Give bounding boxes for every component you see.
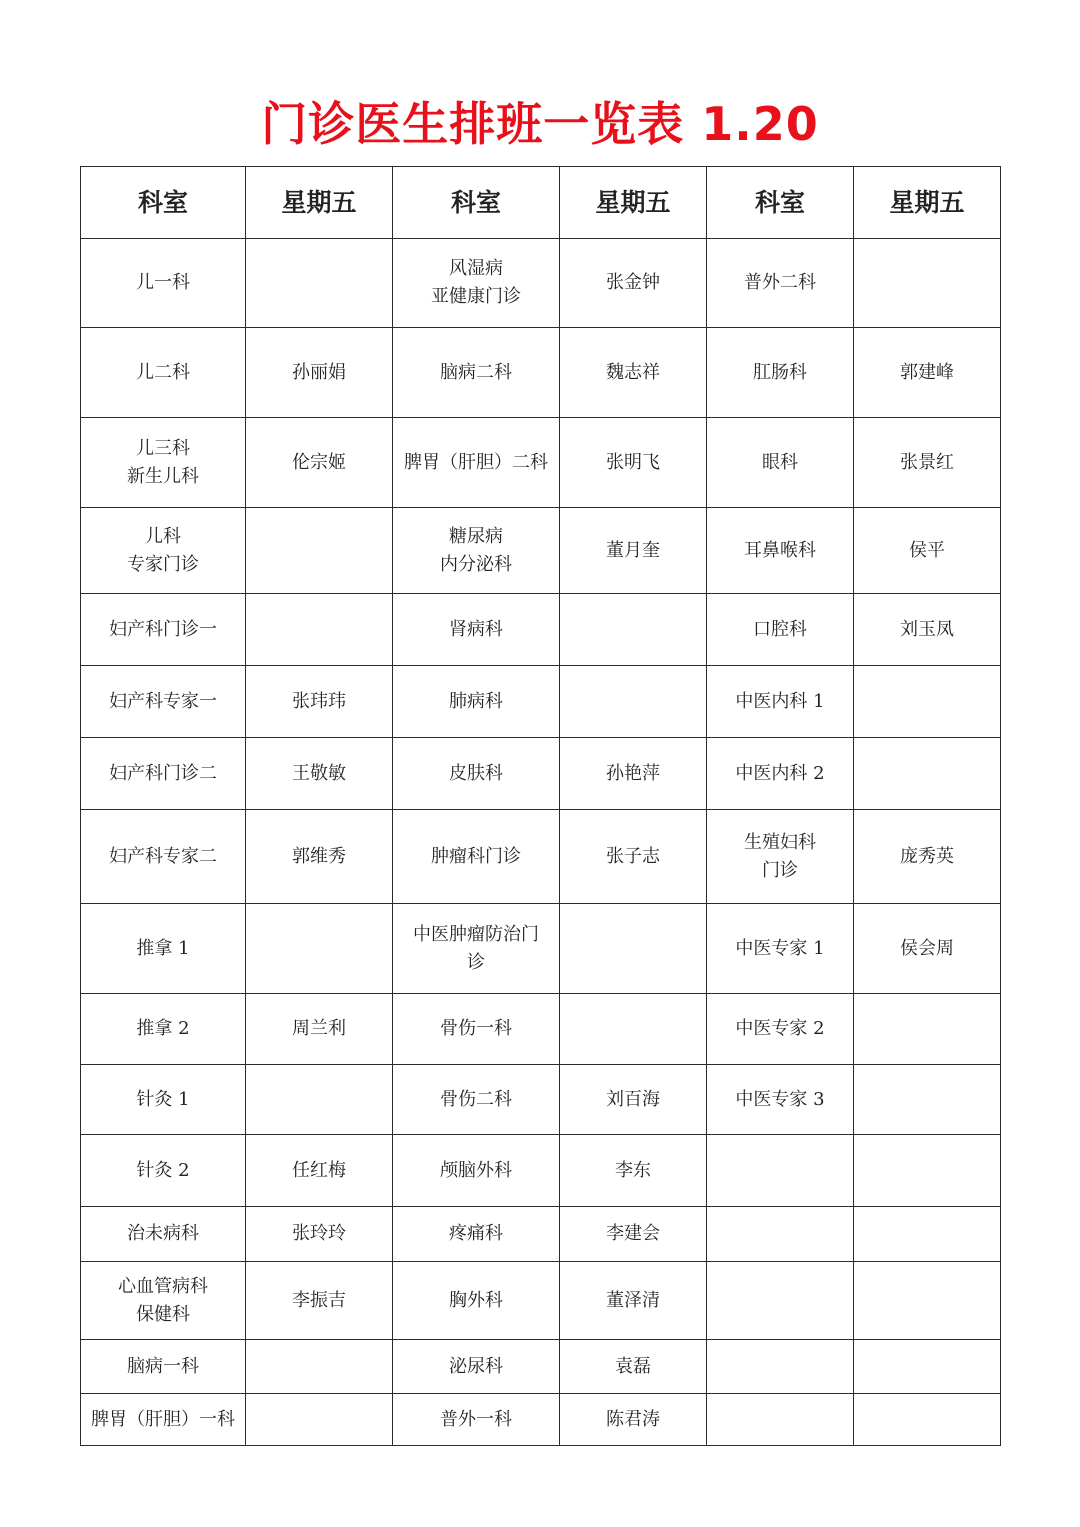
doctor-cell: 刘玉凤 (854, 594, 1001, 666)
dept-cell: 口腔科 (707, 594, 854, 666)
dept-cell: 疼痛科 (393, 1207, 560, 1262)
doctor-cell (246, 1065, 393, 1135)
dept-cell: 妇产科专家一 (81, 666, 246, 738)
doctor-cell: 董月奎 (560, 508, 707, 594)
doctor-cell: 任红梅 (246, 1135, 393, 1207)
doctor-cell: 陈君涛 (560, 1394, 707, 1446)
dept-cell: 耳鼻喉科 (707, 508, 854, 594)
doctor-cell (854, 1065, 1001, 1135)
dept-cell: 妇产科门诊二 (81, 738, 246, 810)
header-day-2: 星期五 (560, 167, 707, 239)
header-dept-3: 科室 (707, 167, 854, 239)
doctor-cell: 董泽清 (560, 1262, 707, 1340)
doctor-cell (560, 904, 707, 994)
doctor-cell (854, 1135, 1001, 1207)
dept-cell: 脾胃（肝胆）一科 (81, 1394, 246, 1446)
table-row (81, 328, 1001, 418)
dept-cell: 妇产科门诊一 (81, 594, 246, 666)
doctor-cell (560, 594, 707, 666)
dept-cell: 中医专家 2 (707, 994, 854, 1065)
doctor-cell: 李建会 (560, 1207, 707, 1262)
dept-cell: 眼科 (707, 418, 854, 508)
dept-cell: 针灸 2 (81, 1135, 246, 1207)
doctor-cell (854, 1262, 1001, 1340)
doctor-cell (246, 1394, 393, 1446)
table-row (81, 666, 1001, 738)
table-row (81, 1135, 1001, 1207)
doctor-cell: 张金钟 (560, 239, 707, 328)
dept-cell: 普外二科 (707, 239, 854, 328)
doctor-cell: 孙丽娟 (246, 328, 393, 418)
doctor-cell: 袁磊 (560, 1340, 707, 1394)
doctor-cell: 庞秀英 (854, 810, 1001, 904)
doctor-cell (854, 994, 1001, 1065)
dept-cell: 生殖妇科 门诊 (707, 810, 854, 904)
table-row (81, 994, 1001, 1065)
table-row (81, 1262, 1001, 1340)
table-row (81, 594, 1001, 666)
dept-cell: 脾胃（肝胆）二科 (393, 418, 560, 508)
dept-cell: 脑病一科 (81, 1340, 246, 1394)
dept-cell: 儿一科 (81, 239, 246, 328)
table-header-row (81, 167, 1001, 239)
table-row (81, 239, 1001, 328)
doctor-cell: 郭维秀 (246, 810, 393, 904)
doctor-cell (246, 904, 393, 994)
dept-cell: 针灸 1 (81, 1065, 246, 1135)
dept-cell (707, 1340, 854, 1394)
dept-cell: 儿科 专家门诊 (81, 508, 246, 594)
doctor-cell (854, 666, 1001, 738)
dept-cell (707, 1394, 854, 1446)
doctor-cell: 刘百海 (560, 1065, 707, 1135)
doctor-cell: 周兰利 (246, 994, 393, 1065)
dept-cell: 胸外科 (393, 1262, 560, 1340)
dept-cell: 肛肠科 (707, 328, 854, 418)
dept-cell: 肺病科 (393, 666, 560, 738)
table-row (81, 810, 1001, 904)
doctor-cell: 张景红 (854, 418, 1001, 508)
doctor-cell: 张子志 (560, 810, 707, 904)
dept-cell: 颅脑外科 (393, 1135, 560, 1207)
dept-cell: 心血管病科 保健科 (81, 1262, 246, 1340)
dept-cell: 儿三科 新生儿科 (81, 418, 246, 508)
dept-cell (707, 1262, 854, 1340)
dept-cell: 风湿病 亚健康门诊 (393, 239, 560, 328)
table-row (81, 904, 1001, 994)
header-dept-2: 科室 (393, 167, 560, 239)
doctor-cell (854, 1207, 1001, 1262)
doctor-cell (854, 1340, 1001, 1394)
table-row (81, 1394, 1001, 1446)
doctor-cell: 侯平 (854, 508, 1001, 594)
dept-cell: 推拿 1 (81, 904, 246, 994)
dept-cell: 妇产科专家二 (81, 810, 246, 904)
table-row (81, 738, 1001, 810)
table-row (81, 508, 1001, 594)
dept-cell: 中医专家 3 (707, 1065, 854, 1135)
dept-cell (707, 1135, 854, 1207)
doctor-cell: 张玮玮 (246, 666, 393, 738)
header-dept-1: 科室 (81, 167, 246, 239)
doctor-cell: 张明飞 (560, 418, 707, 508)
dept-cell: 中医内科 2 (707, 738, 854, 810)
dept-cell: 治未病科 (81, 1207, 246, 1262)
table-row (81, 1065, 1001, 1135)
table-body (81, 239, 1001, 1446)
doctor-cell (854, 1394, 1001, 1446)
schedule-table (80, 166, 1001, 1446)
doctor-cell (854, 239, 1001, 328)
page-title: 门诊医生排班一览表 1.20 (261, 97, 819, 151)
doctor-cell: 伦宗姬 (246, 418, 393, 508)
table-row (81, 1340, 1001, 1394)
doctor-cell: 郭建峰 (854, 328, 1001, 418)
dept-cell: 普外一科 (393, 1394, 560, 1446)
doctor-cell (246, 508, 393, 594)
doctor-cell (246, 1340, 393, 1394)
dept-cell (707, 1207, 854, 1262)
header-day-3: 星期五 (854, 167, 1001, 239)
dept-cell: 肾病科 (393, 594, 560, 666)
table-row (81, 418, 1001, 508)
doctor-cell: 侯会周 (854, 904, 1001, 994)
table-row (81, 1207, 1001, 1262)
doctor-cell (246, 239, 393, 328)
header-day-1: 星期五 (246, 167, 393, 239)
dept-cell: 泌尿科 (393, 1340, 560, 1394)
doctor-cell: 李东 (560, 1135, 707, 1207)
dept-cell: 中医内科 1 (707, 666, 854, 738)
dept-cell: 推拿 2 (81, 994, 246, 1065)
dept-cell: 儿二科 (81, 328, 246, 418)
doctor-cell: 张玲玲 (246, 1207, 393, 1262)
dept-cell: 骨伤二科 (393, 1065, 560, 1135)
doctor-cell: 魏志祥 (560, 328, 707, 418)
dept-cell: 糖尿病 内分泌科 (393, 508, 560, 594)
doctor-cell: 孙艳萍 (560, 738, 707, 810)
doctor-cell (854, 738, 1001, 810)
dept-cell: 肿瘤科门诊 (393, 810, 560, 904)
doctor-cell: 李振吉 (246, 1262, 393, 1340)
dept-cell: 骨伤一科 (393, 994, 560, 1065)
dept-cell: 中医肿瘤防治门 诊 (393, 904, 560, 994)
doctor-cell (560, 666, 707, 738)
dept-cell: 脑病二科 (393, 328, 560, 418)
doctor-cell (560, 994, 707, 1065)
doctor-cell: 王敬敏 (246, 738, 393, 810)
dept-cell: 皮肤科 (393, 738, 560, 810)
doctor-cell (246, 594, 393, 666)
dept-cell: 中医专家 1 (707, 904, 854, 994)
